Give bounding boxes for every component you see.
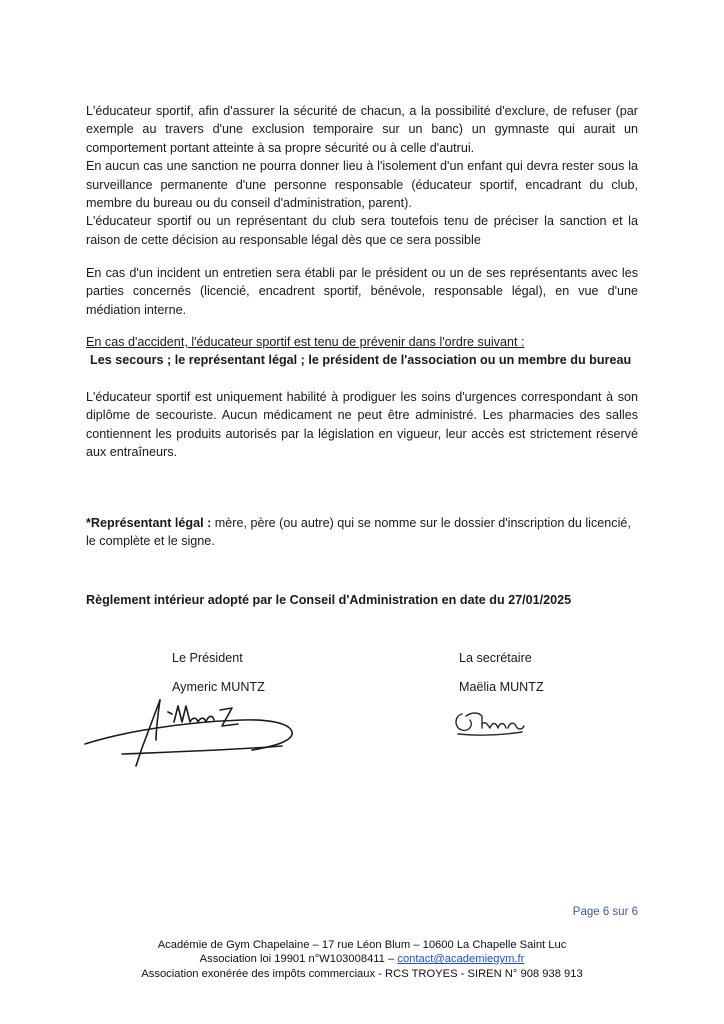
adoption-statement (86, 591, 638, 609)
legal-rep-term: *Représentant légal : (86, 516, 212, 530)
adoption-text: Règlement intérieur adopté par le Conseil d'Administration en date du 27/01/2025 (86, 593, 572, 607)
accident-section (86, 333, 638, 370)
president-signature-image (82, 692, 302, 772)
paragraph-sanction-notice: L'éducateur sportif ou un représentant du club sera toutefois tenu de préciser la sanction et la raison de cette décision au responsable légal dès que ce sera possible (86, 214, 638, 247)
secretary-signature-image (452, 704, 532, 744)
paragraph-first-aid: L'éducateur sportif est uniquement habilité à prodiguer les soins d'urgences correspondant à son diplôme de secouriste. Aucun médicament ne peut être administré. Les pharmacies des salles contiennent les produits autorisés par la législation en vigueur, leur accès est strictement réservé aux entraîneurs. (86, 390, 638, 460)
secretary-signature-block (459, 649, 544, 696)
page-number: Page 6 sur 6 (572, 906, 638, 918)
accident-heading: En cas d'accident, l'éducateur sportif est tenu de prévenir dans l'ordre suivant : (86, 335, 525, 349)
paragraph-incident: En cas d'un incident un entretien sera établi par le président ou un de ses représentants avec les parties concernés (licencié, encadrent sportif, bénévole, responsable légal), en vue d'une médiation interne. (86, 266, 638, 317)
incident-section (86, 264, 638, 319)
sanction-section (86, 102, 638, 249)
footer-email-link[interactable]: contact@academiegym.fr (397, 953, 525, 966)
footer-tax-info: Association exonérée des impôts commerciaux - RCS TROYES - SIREN N° 908 938 913 (141, 967, 583, 980)
president-role: Le Président (172, 651, 243, 665)
footer-address: Académie de Gym Chapelaine – 17 rue Léon Blum – 10600 La Chapelle Saint Luc (157, 939, 567, 951)
footer (0, 938, 724, 981)
president-name: Aymeric MUNTZ (172, 680, 265, 694)
secretary-role: La secrétaire (459, 651, 532, 665)
footer-registration-text: Association loi 19901 n°W103008411 – (199, 953, 398, 966)
legal-representative-note (86, 514, 638, 551)
first-aid-section (86, 388, 638, 462)
legal-rep-definition: mère, père (ou autre) qui se nomme sur le dossier d'inscription du licencié, le complète et le signe. (86, 516, 631, 549)
paragraph-isolation: En aucun cas une sanction ne pourra donner lieu à l'isolement d'un enfant qui devra rester sous la surveillance permanente d'une personne responsable (éducateur sportif, encadrant du club, membre du bureau ou du conseil d'administration, parent). (86, 159, 638, 211)
footer-registration (0, 952, 724, 966)
president-signature-block (172, 649, 265, 696)
secretary-name: Maëlia MUNTZ (459, 680, 544, 694)
paragraph-exclusion: L'éducateur sportif, afin d'assurer la sécurité de chacun, a la possibilité d'exclure, de refuser (par exemple au travers d'une exclusion temporaire sur un banc) un gymnaste qui aurait un comportement portant atteinte à sa propre sécurité ou à celle d'autrui. (86, 104, 638, 155)
accident-order: Les secours ; le représentant légal ; le président de l'association ou un membre du bureau (90, 353, 632, 368)
